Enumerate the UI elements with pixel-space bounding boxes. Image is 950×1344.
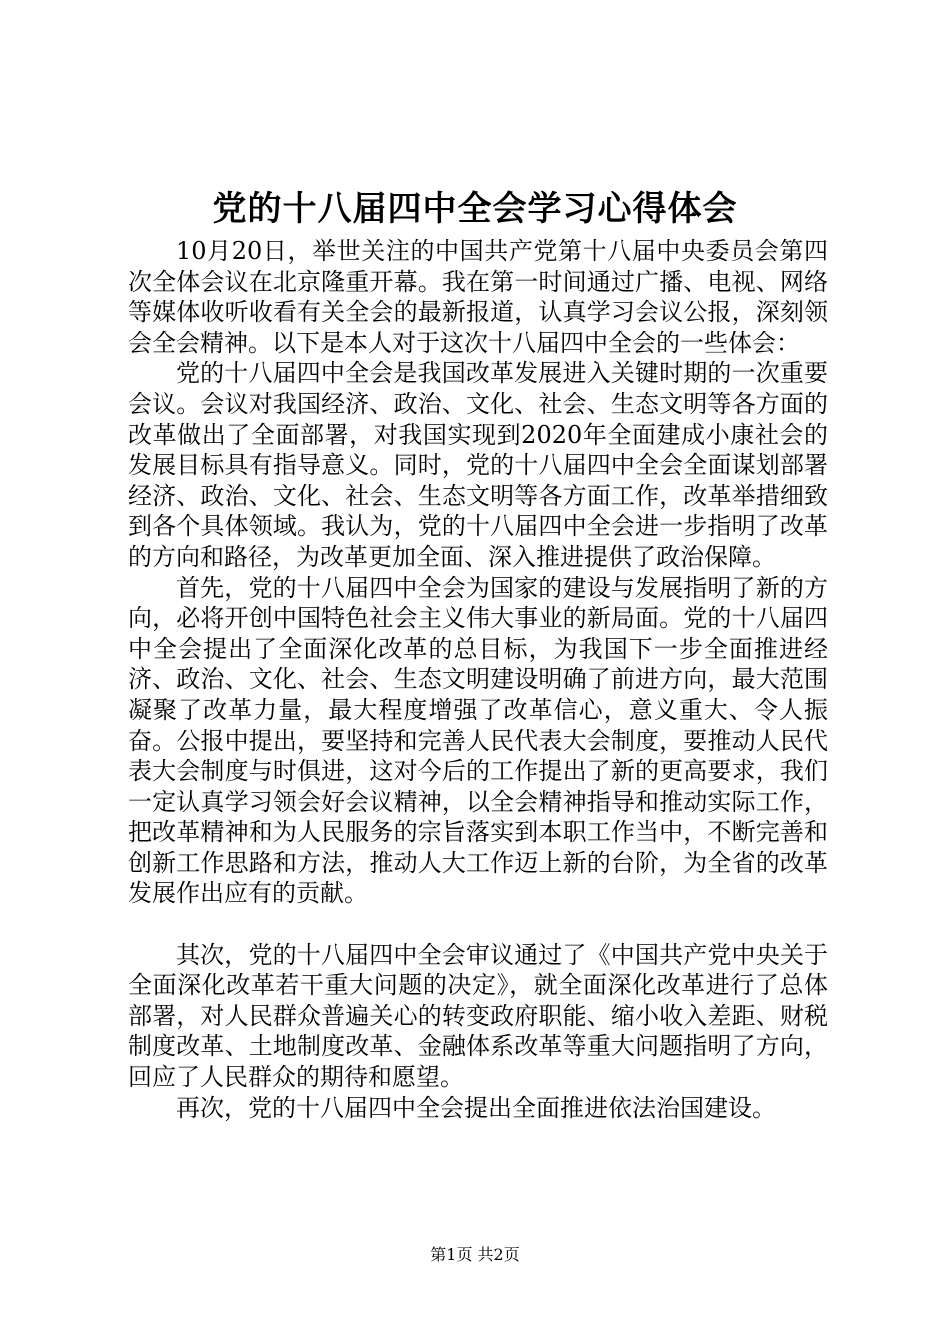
page-number-footer: 第1页 共2页	[430, 1245, 520, 1264]
paragraph-third: 再次，党的十八届四中全会提出全面推进依法治国建设。	[176, 1093, 776, 1122]
paragraph-intro: 10月20日，举世关注的中国共产党第十八届中央委员会第四次全体会议在北京隆重开幕。我在第一时间通过广播、电视、网络等媒体收听收看有关全会的最新报道，认真学习会议公报，深刻领会全会精神。以下是本人对于这次十八届四中全会的一些体会：	[128, 237, 828, 357]
document-body	[128, 236, 828, 1123]
paragraph-significance: 党的十八届四中全会是我国改革发展进入关键时期的一次重要会议。会议对我国经济、政治、文化、社会、生态文明等各方面的改革做出了全面部署，对我国实现到2020年全面建成小康社会的发展目标具有指导意义。同时，党的十八届四中全会全面谋划部署经济、政治、文化、社会、生态文明等各方面工作，改革举措细致到各个具体领域。我认为，党的十八届四中全会进一步指明了改革的方向和路径，为改革更加全面、深入推进提供了政治保障。	[128, 359, 828, 571]
document-title: 党的十八届四中全会学习心得体会	[212, 189, 738, 229]
paragraph-second: 其次，党的十八届四中全会审议通过了《中国共产党中央关于全面深化改革若干重大问题的决定》，就全面深化改革进行了总体部署，对人民群众普遍关心的转变政府职能、缩小收入差距、财税制度改革、土地制度改革、金融体系改革等重大问题指明了方向，回应了人民群众的期待和愿望。	[128, 940, 828, 1092]
paragraph-first: 首先，党的十八届四中全会为国家的建设与发展指明了新的方向，必将开创中国特色社会主义伟大事业的新局面。党的十八届四中全会提出了全面深化改革的总目标，为我国下一步全面推进经济、政治、文化、社会、生态文明建设明确了前进方向，最大范围凝聚了改革力量，最大程度增强了改革信心，意义重大、令人振奋。公报中提出，要坚持和完善人民代表大会制度，要推动人民代表大会制度与时俱进，这对今后的工作提出了新的更高要求，我们一定认真学习领会好会议精神，以全会精神指导和推动实际工作，把改革精神和为人民服务的宗旨落实到本职工作当中，不断完善和创新工作思路和方法，推动人大工作迈上新的台阶，为全省的改革发展作出应有的贡献。	[128, 573, 828, 908]
